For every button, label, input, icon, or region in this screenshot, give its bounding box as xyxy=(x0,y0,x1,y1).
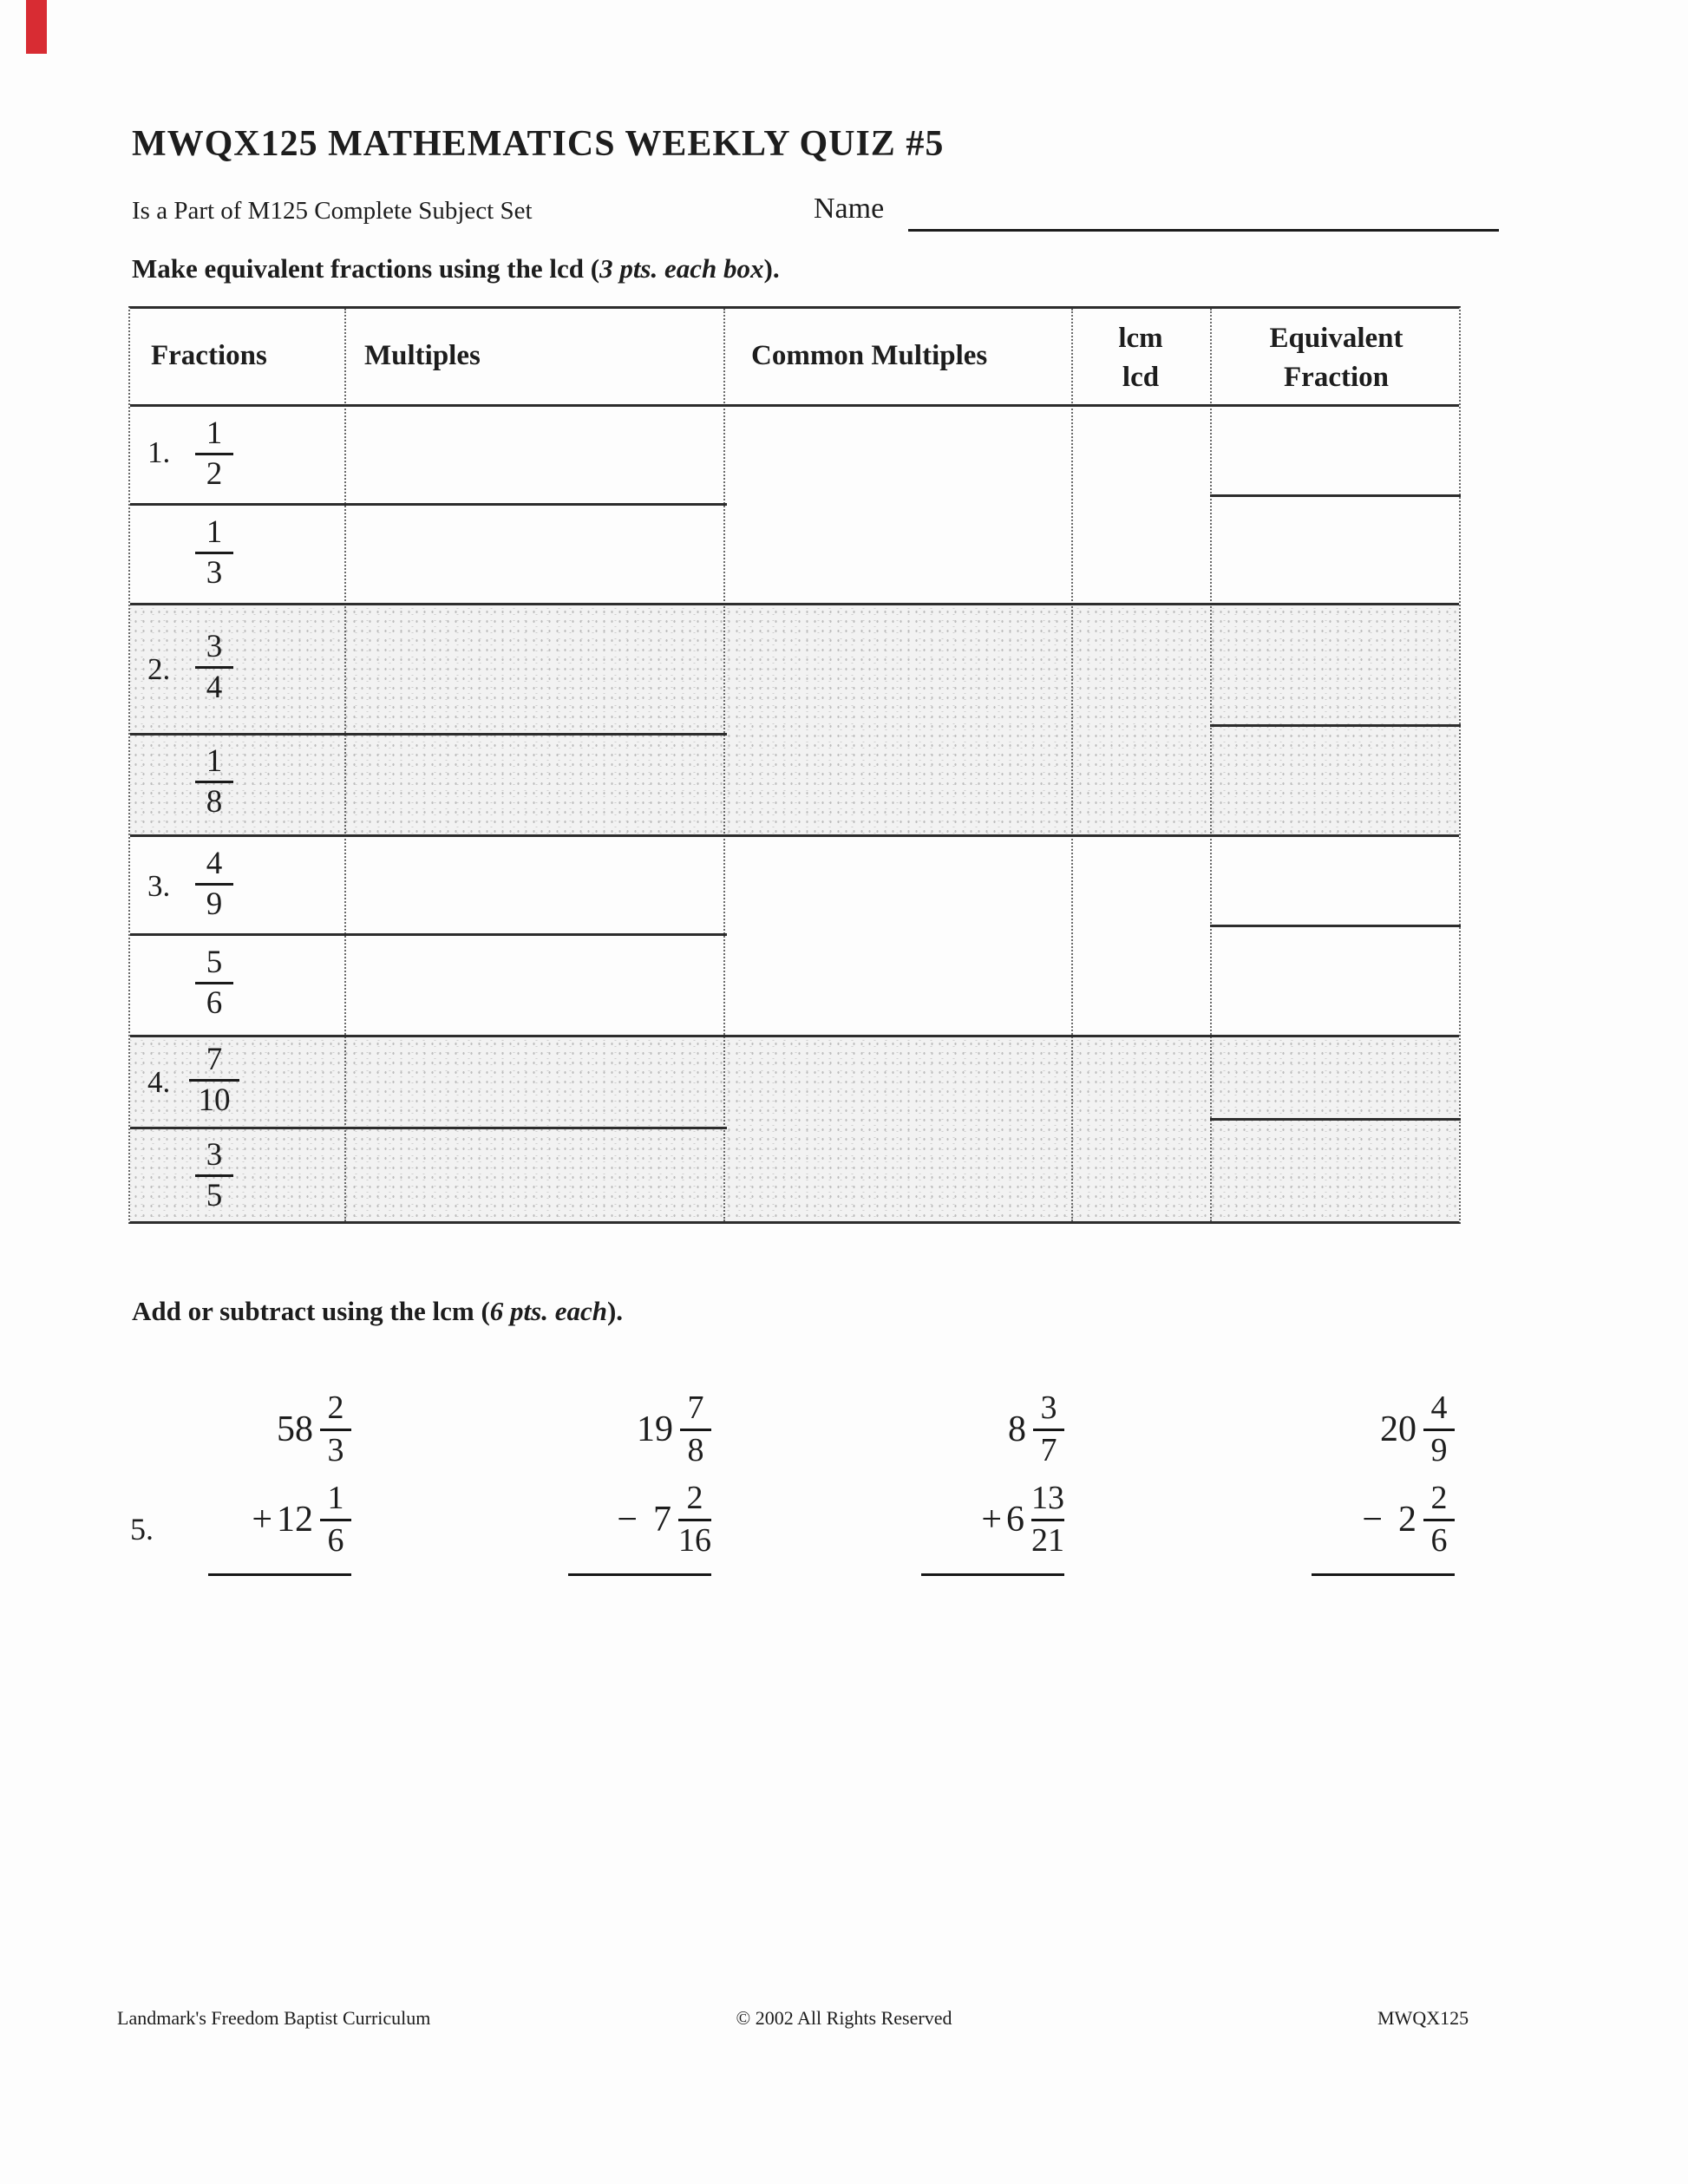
row-group-divider xyxy=(130,834,1459,837)
header-divider xyxy=(130,404,1459,407)
answer-line xyxy=(208,1573,351,1576)
fraction xyxy=(1033,1391,1064,1468)
col-header-equivalent-fraction xyxy=(1210,319,1462,396)
fraction-denominator: 9 xyxy=(1430,1431,1448,1468)
col-header-common-multiples: Common Multiples xyxy=(751,340,988,371)
fraction-denominator: 21 xyxy=(1031,1521,1064,1559)
fraction-numerator: 1 xyxy=(206,743,223,779)
fraction-bar xyxy=(678,1519,711,1521)
equiv-cell-divider xyxy=(1210,925,1461,927)
column-divider xyxy=(1210,309,1212,1221)
name-label: Name xyxy=(814,193,885,225)
footer-copyright: © 2002 All Rights Reserved xyxy=(736,2007,952,2029)
section2-heading-text: Add or subtract using the lcm ( xyxy=(132,1296,490,1326)
section1-heading xyxy=(132,253,780,284)
fraction-bar xyxy=(195,552,233,554)
operator-sign: − xyxy=(617,1500,638,1540)
subrow-divider xyxy=(130,1127,727,1129)
fraction-numerator: 5 xyxy=(206,945,223,980)
fraction xyxy=(184,515,245,591)
section2-heading-end: ). xyxy=(606,1296,624,1326)
fraction-bar xyxy=(195,453,233,455)
fraction-numerator: 13 xyxy=(1031,1479,1064,1516)
mixed-number-bottom xyxy=(568,1480,711,1560)
operator-sign: + xyxy=(252,1500,272,1540)
fraction-bar xyxy=(195,781,233,783)
mixed-number-bottom xyxy=(208,1480,351,1560)
fraction-denominator: 6 xyxy=(327,1521,344,1559)
mixed-number-top xyxy=(1312,1390,1455,1469)
fraction-denominator: 16 xyxy=(678,1521,711,1559)
fraction-denominator: 10 xyxy=(198,1082,231,1118)
fraction-denominator: 3 xyxy=(206,554,223,591)
problem-number: 1. xyxy=(147,435,171,469)
fraction xyxy=(184,1043,245,1118)
fraction xyxy=(184,744,245,820)
footer-publisher: Landmark's Freedom Baptist Curriculum xyxy=(117,2007,431,2029)
fraction-numerator: 1 xyxy=(206,514,223,550)
fraction-numerator: 3 xyxy=(206,629,223,664)
answer-line xyxy=(568,1573,711,1576)
whole-number: 58 xyxy=(277,1409,313,1449)
fraction xyxy=(680,1391,711,1468)
section1-heading-end: ). xyxy=(763,253,780,284)
whole-number: 7 xyxy=(653,1500,671,1540)
fraction-bar xyxy=(680,1429,711,1431)
fraction-numerator: 1 xyxy=(206,415,223,451)
fraction xyxy=(320,1481,351,1559)
fraction-bar xyxy=(1423,1429,1455,1431)
fraction-denominator: 5 xyxy=(206,1177,223,1213)
fraction-bar xyxy=(1423,1519,1455,1521)
fraction-bar xyxy=(320,1429,351,1431)
subrow-divider xyxy=(130,503,727,506)
row-group-divider xyxy=(130,1035,1459,1037)
equivalent-line: Equivalent xyxy=(1269,323,1403,354)
fraction-bar xyxy=(1031,1519,1064,1521)
arithmetic-problem xyxy=(921,1390,1064,1576)
red-corner-mark xyxy=(26,0,47,54)
equiv-cell-divider xyxy=(1210,494,1461,497)
whole-number: 12 xyxy=(277,1500,313,1540)
fraction-denominator: 8 xyxy=(687,1431,704,1468)
arithmetic-problem xyxy=(568,1390,711,1576)
fraction xyxy=(184,945,245,1021)
row-group-divider xyxy=(130,603,1459,605)
fraction xyxy=(1423,1481,1455,1559)
fraction xyxy=(678,1481,711,1559)
operator-sign: − xyxy=(1362,1500,1383,1540)
column-divider xyxy=(1071,309,1073,1221)
section1-heading-text: Make equivalent fractions using the lcd ( xyxy=(132,253,600,284)
fraction-line: Fraction xyxy=(1284,361,1389,393)
fraction-bar xyxy=(195,883,233,886)
problem-number: 3. xyxy=(147,869,171,903)
equiv-cell-divider xyxy=(1210,724,1461,727)
footer-code: MWQX125 xyxy=(1377,2007,1469,2029)
fraction-denominator: 6 xyxy=(1430,1521,1448,1559)
equiv-cell-divider xyxy=(1210,1118,1461,1121)
col-header-lcm-lcd xyxy=(1071,319,1210,396)
page-title: MWQX125 MATHEMATICS WEEKLY QUIZ #5 xyxy=(132,124,945,164)
whole-number: 2 xyxy=(1398,1500,1416,1540)
section1-heading-points: 3 pts. each box xyxy=(599,253,764,284)
whole-number: 20 xyxy=(1380,1409,1416,1449)
mixed-number-bottom xyxy=(921,1480,1064,1560)
fraction-numerator: 3 xyxy=(206,1137,223,1173)
fraction-bar xyxy=(189,1079,239,1082)
fraction-numerator: 1 xyxy=(327,1479,344,1516)
lcm-line: lcm xyxy=(1118,323,1163,354)
fraction xyxy=(184,1138,245,1213)
fraction-denominator: 7 xyxy=(1040,1431,1057,1468)
mixed-number-bottom xyxy=(1312,1480,1455,1560)
fraction-numerator: 2 xyxy=(686,1479,703,1516)
problem-number: 2. xyxy=(147,652,171,686)
whole-number: 6 xyxy=(1006,1500,1024,1540)
fraction-numerator: 7 xyxy=(687,1389,704,1426)
subtitle: Is a Part of M125 Complete Subject Set xyxy=(132,197,533,225)
answer-line xyxy=(1312,1573,1455,1576)
fraction xyxy=(184,847,245,922)
shaded-row-band xyxy=(130,605,1459,834)
whole-number: 8 xyxy=(1008,1409,1026,1449)
fraction xyxy=(184,630,245,705)
col-header-fractions: Fractions xyxy=(151,340,267,371)
mixed-number-top xyxy=(921,1390,1064,1469)
fraction-numerator: 4 xyxy=(206,846,223,881)
fraction-numerator: 7 xyxy=(206,1042,223,1077)
fraction-denominator: 2 xyxy=(206,455,223,492)
fraction-numerator: 2 xyxy=(1430,1479,1448,1516)
fraction-numerator: 4 xyxy=(1430,1389,1448,1426)
fraction xyxy=(1031,1481,1064,1559)
fraction-denominator: 6 xyxy=(206,984,223,1021)
operator-sign: + xyxy=(981,1500,1002,1540)
fraction-bar xyxy=(320,1519,351,1521)
fraction-denominator: 4 xyxy=(206,669,223,705)
fraction-numerator: 3 xyxy=(1040,1389,1057,1426)
arithmetic-problem xyxy=(208,1390,351,1576)
column-divider xyxy=(344,309,346,1221)
fraction xyxy=(184,416,245,492)
fraction-denominator: 9 xyxy=(206,886,223,922)
fraction-denominator: 3 xyxy=(327,1431,344,1468)
subrow-divider xyxy=(130,733,727,736)
problem-5-number: 5. xyxy=(130,1512,154,1546)
fraction xyxy=(1423,1391,1455,1468)
fraction xyxy=(320,1391,351,1468)
mixed-number-top xyxy=(208,1390,351,1469)
fraction-bar xyxy=(195,982,233,984)
mixed-number-top xyxy=(568,1390,711,1469)
subrow-divider xyxy=(130,933,727,936)
lcd-line: lcd xyxy=(1122,361,1160,393)
column-divider xyxy=(723,309,725,1221)
arithmetic-problem xyxy=(1312,1390,1455,1576)
fraction-bar xyxy=(195,1174,233,1177)
name-blank-line xyxy=(908,229,1499,232)
fraction-bar xyxy=(195,666,233,669)
fraction-bar xyxy=(1033,1429,1064,1431)
equivalent-fractions-table xyxy=(128,306,1461,1224)
answer-line xyxy=(921,1573,1064,1576)
fraction-numerator: 2 xyxy=(327,1389,344,1426)
fraction-denominator: 8 xyxy=(206,783,223,820)
section2-heading-points: 6 pts. each xyxy=(489,1296,607,1326)
whole-number: 19 xyxy=(637,1409,673,1449)
problem-number: 4. xyxy=(147,1065,171,1099)
col-header-multiples: Multiples xyxy=(364,340,481,371)
section2-heading xyxy=(132,1296,623,1327)
